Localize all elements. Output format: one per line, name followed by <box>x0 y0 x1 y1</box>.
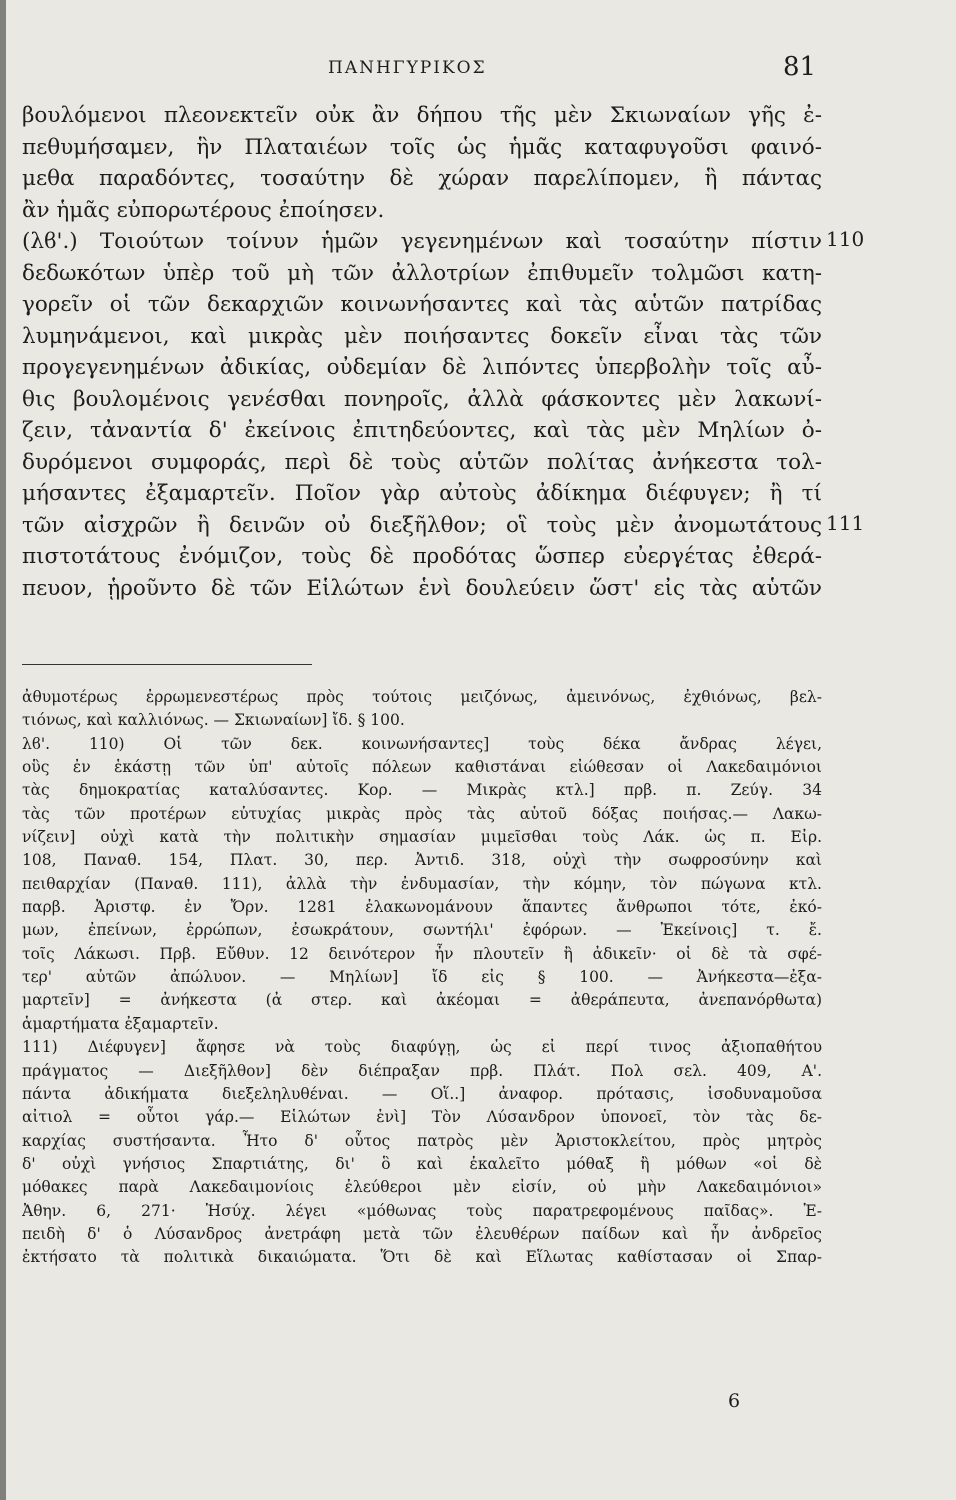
main-text-line: μεθα παραδόντες, τοσαύτην δὲ χώραν παρελίπομεν, ἣ πάντας <box>22 166 822 191</box>
note-line: ἐκτήσατο τὰ πολιτικὰ δικαιώματα. Ὅτι δὲ καὶ Εἵλωτας καθίστασαν οἱ Σπαρ- <box>22 1248 822 1267</box>
footnote-rule <box>22 664 312 665</box>
note-line: καρχίας συστήσαντα. Ἦτο δ' οὗτος πατρὸς μὲν Ἀριστοκλείτου, πρὸς μητρὸς <box>22 1131 822 1150</box>
note-line: 111) Διέφυγεν] ἄφησε νὰ τοὺς διαφύγῃ, ὡς εἰ περί τινος ἀξιοπαθήτου <box>22 1038 822 1057</box>
note-line: 108, Παναθ. 154, Πλατ. 30, περ. Ἀντιδ. 318, οὐχὶ τὴν σωφροσύνην καὶ <box>22 851 822 870</box>
main-text-line: πεθυμήσαμεν, ἣν Πλαταιέων τοῖς ὡς ἡμᾶς καταφυγοῦσι φαινό- <box>22 134 822 160</box>
note-line: τὰς δημοκρατίας καταλύσαντες. Κορ. — Μικρὰς κτλ.] πρβ. π. Ζεύγ. 34 <box>22 781 822 800</box>
main-text-line: γορεῖν οἱ τῶν δεκαρχιῶν κοινωνήσαντες καὶ τὰς αὑτῶν πατρίδας <box>22 292 822 317</box>
signature-mark: 6 <box>728 1390 741 1412</box>
note-line: οὓς ἐν ἑκάστῃ τῶν ὑπ' αὐτοῖς πόλεων καθιστάναι εἰώθεσαν οἱ Λακεδαιμόνιοι <box>22 758 822 777</box>
page-number: 81 <box>783 52 817 82</box>
commentary-notes <box>22 686 822 1270</box>
main-text-line: βουλόμενοι πλεονεκτεῖν οὐκ ἂν δήπου τῆς μὲν Σκιωναίων γῆς ἐ- <box>22 103 822 128</box>
note-line: αἰτιολ = οὗτοι γάρ.— Εἱλώτων ἑνὶ] Τὸν Λύσανδρον ὑπονοεῖ, τὸν τὰς δε- <box>22 1108 822 1127</box>
note-line: μόθακες παρὰ Λακεδαιμονίοις ἐλεύθεροι μὲν εἰσίν, οὐ μὴν Λακεδαιμόνιοι» <box>22 1178 822 1197</box>
note-line: ἁμαρτήματα ἐξαμαρτεῖν. <box>22 1014 219 1033</box>
main-text-line: λυμηνάμενοι, καὶ μικρὰς μὲν ποιήσαντες δοκεῖν εἶναι τὰς τῶν <box>22 323 822 349</box>
note-line: τοῖς Λάκωσι. Πρβ. Εὔθυν. 12 δεινότερον ἦν πλουτεῖν ἢ ἀδικεῖν· οἱ δὲ τὰ σφέ- <box>22 944 822 963</box>
note-line: μαρτεῖν] = ἀνήκεστα (ἀ στερ. καὶ ἀκέομαι = ἀθεράπευτα, ἀνεπανόρθωτα) <box>22 991 822 1010</box>
note-line: πειθαρχίαν (Παναθ. 111), ἀλλὰ τὴν ἐνδυμασίαν, τὴν κόμην, τὸν πώγωνα κτλ. <box>22 874 822 893</box>
main-text-line: ἂν ἡμᾶς εὐπορωτέρους ἐποίησεν. <box>22 197 385 223</box>
main-text-line: τῶν αἰσχρῶν ἢ δεινῶν οὐ διεξῆλθον; οἳ τοὺς μὲν ἀνομωτάτους <box>22 512 822 538</box>
note-line: παρβ. Ἀριστφ. ἐν Ὄρν. 1281 ἐλακωνομάνουν ἅπαντες ἄνθρωποι τότε, ἐκό- <box>22 898 822 917</box>
note-line: πράγματος — Διεξῆλθον] δὲν διέπραξαν πρβ. Πλάτ. Πολ σελ. 409, Α'. <box>22 1061 822 1080</box>
main-text-line: μήσαντες ἐξαμαρτεῖν. Ποῖον γὰρ αὐτοὺς ἀδίκημα διέφυγεν; ἢ τί <box>22 481 822 506</box>
note-line: τερ' αὐτῶν ἀπώλυον. — Μηλίων] ἴδ εἰς § 100. — Ἀνήκεστα—ἐξα- <box>22 968 822 987</box>
note-line: Ἀθην. 6, 271· Ἡσύχ. λέγει «μόθωνας τοὺς παρατρεφομένους παῖδας». Ἐ- <box>22 1201 822 1220</box>
main-text <box>22 100 822 604</box>
main-text-line: θις βουλομένοις γενέσθαι πονηροῖς, ἀλλὰ φάσκοντες μὲν λακωνί- <box>22 386 822 412</box>
note-line: τιόνως, καὶ καλλιόνως. — Σκιωναίων] ἴδ. § 100. <box>22 711 405 730</box>
note-line: τὰς τῶν προτέρων εὐτυχίας μικρὰς πρὸς τὰς αὑτοῦ δόξας ποιήσας.— Λακω- <box>22 804 822 823</box>
main-text-line: προγεγενημένων ἀδικίας, οὐδεμίαν δὲ λιπόντες ὑπερβολὴν τοῖς αὖ- <box>22 355 822 380</box>
margin-section-number: 110 <box>826 227 865 251</box>
note-line: δ' οὐχὶ γνήσιος Σπαρτιάτης, δι' ὃ καὶ ἐκαλεῖτο μόθαξ ἢ μόθων «οἱ δὲ <box>22 1154 822 1173</box>
note-line: νίζειν] οὐχὶ κατὰ τὴν πολιτικὴν σημασίαν μιμεῖσθαι τοὺς Λάκ. ὡς π. Εἰρ. <box>22 828 822 847</box>
note-line: πειδὴ δ' ὁ Λύσανδρος ἀνετράφη μετὰ τῶν ἐλευθέρων παίδων καὶ ἦν ἀνδρεῖος <box>22 1224 822 1243</box>
main-text-line: πευον, ᾑροῦντο δὲ τῶν Εἱλώτων ἑνὶ δουλεύειν ὥστ' εἰς τὰς αὑτῶν <box>22 575 822 601</box>
note-line: λϐ'. 110) Οἱ τῶν δεκ. κοινωνήσαντες] τοὺς δέκα ἄνδρας λέγει, <box>22 734 822 753</box>
main-text-line: δεδωκότων ὑπὲρ τοῦ μὴ τῶν ἀλλοτρίων ἐπιθυμεῖν τολμῶσι κατη- <box>22 260 822 286</box>
page-header <box>0 52 956 82</box>
note-line: ἀθυμοτέρως ἐρρωμενεστέρως πρὸς τούτοις μειζόνως, ἀμεινόνως, ἐχθιόνως, βελ- <box>22 688 822 706</box>
main-text-line: πιστοτάτους ἐνόμιζον, τοὺς δὲ προδότας ὥσπερ εὐεργέτας ἐθερά- <box>22 544 822 569</box>
note-line: μων, ἐπείνων, ἐρρώπων, ἐσωκράτουν, σωντήλι' ἐφόρων. — Ἐκείνοις] τ. ἔ. <box>22 921 822 940</box>
page-edge-shadow <box>0 0 6 1500</box>
running-title: ΠΑΝΗΓΥΡΙΚΟΣ <box>328 58 487 78</box>
main-text-line: ζειν, τἀναντία δ' ἐκείνοις ἐπιτηδεύοντες, καὶ τὰς μὲν Μηλίων ὀ- <box>22 418 822 443</box>
main-text-line: δυρόμενοι συμφοράς, περὶ δὲ τοὺς αὑτῶν πολίτας ἀνήκεστα τολ- <box>22 449 822 475</box>
main-text-line: (λϐ'.) Τοιούτων τοίνυν ἡμῶν γεγενημένων καὶ τοσαύτην πίστιν <box>22 229 822 254</box>
margin-section-number: 111 <box>826 511 865 535</box>
note-line: πάντα ἀδικήματα διεξεληλυθέναι. — Οἵ..] ἀναφορ. πρότασις, ἰσοδυναμοῦσα <box>22 1084 822 1103</box>
